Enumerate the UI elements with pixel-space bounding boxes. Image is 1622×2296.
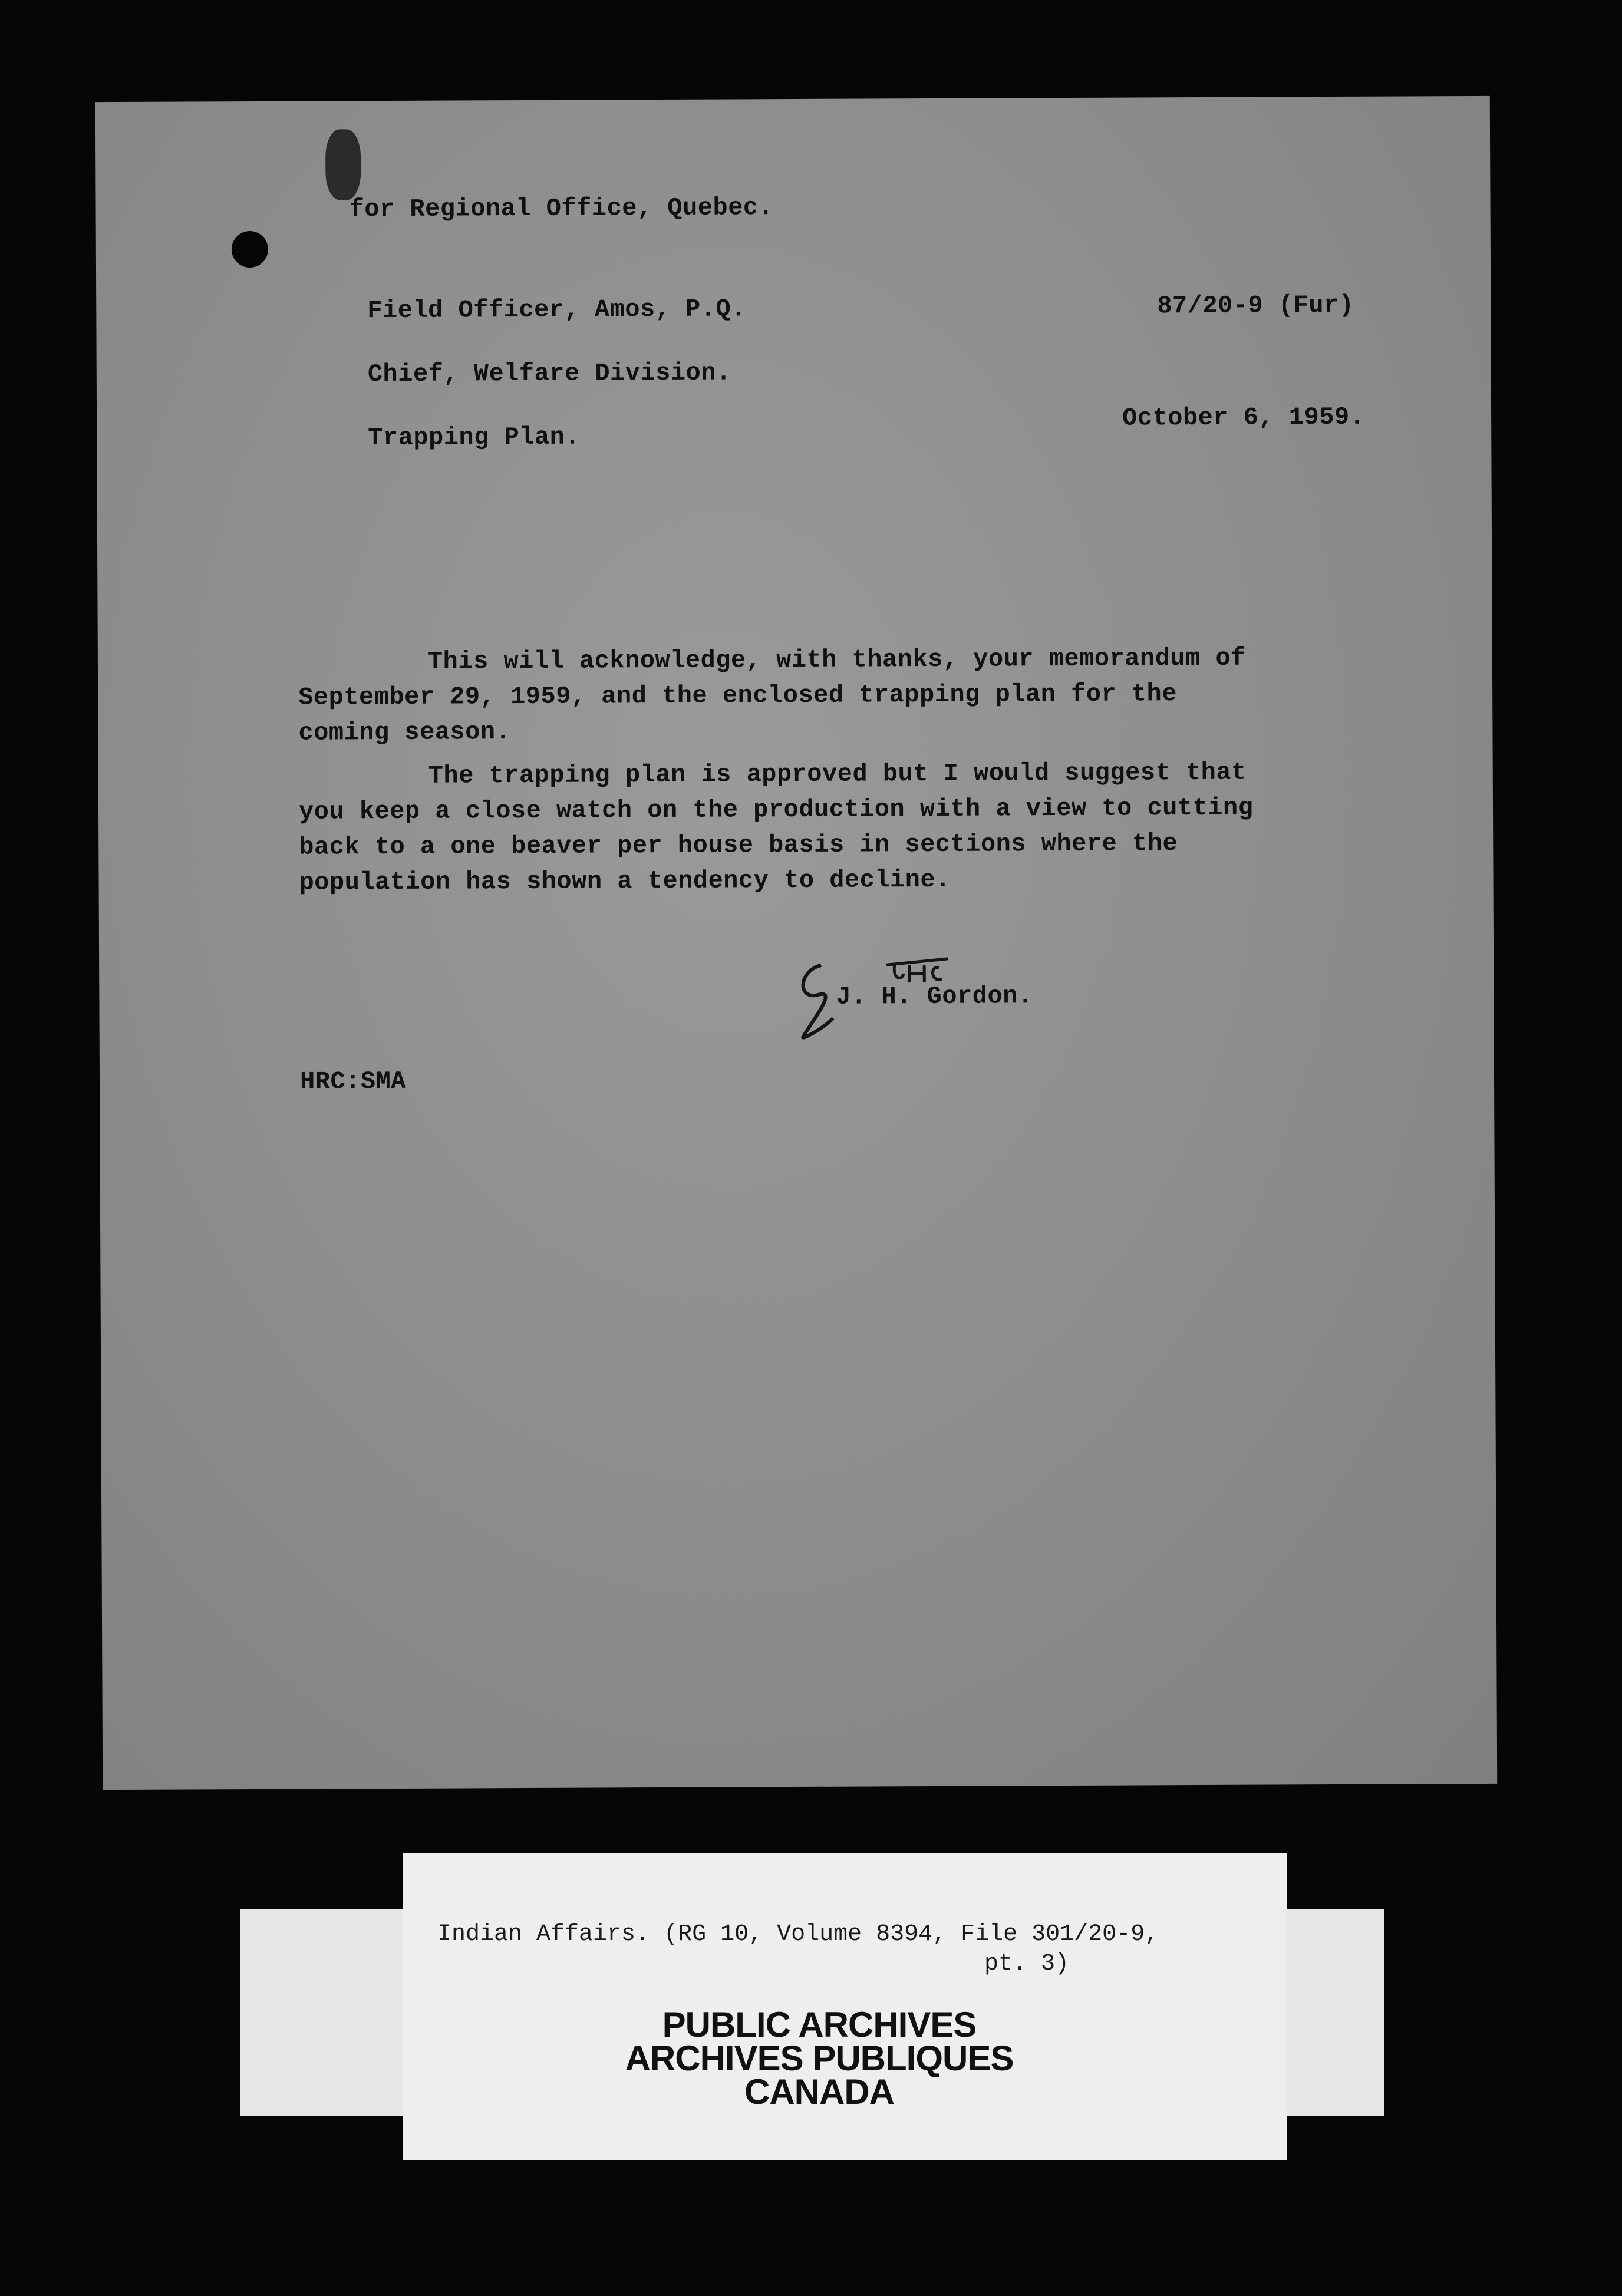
letter-date: October 6, 1959.	[1122, 403, 1365, 433]
sender-line: Chief, Welfare Division.	[367, 358, 731, 389]
archives-stamp-line-1: PUBLIC ARCHIVES	[662, 2005, 977, 2044]
copy-line: for Regional Office, Quebec.	[349, 193, 774, 224]
body-paragraph-1: This will acknowledge, with thanks, your memorandum of September 29, 1959, and the enclosed trapping plan for the coming season.	[298, 644, 1247, 747]
subject-line: Trapping Plan.	[368, 423, 581, 453]
archive-citation-line-1: Indian Affairs. (RG 10, Volume 8394, File 301/20-9,	[437, 1921, 1159, 1948]
body-paragraph-2: The trapping plan is approved but I would suggest that you keep a close watch on the production with a view to cutting back to a one beaver per house basis in sections where the population has shown a tendency to decline.	[298, 758, 1254, 897]
punch-hole	[232, 231, 268, 268]
signature-name: J. H. Gordon.	[836, 982, 1033, 1011]
archives-stamp-line-2: ARCHIVES PUBLIQUES	[625, 2038, 1014, 2078]
archives-stamp-line-3: CANADA	[744, 2072, 894, 2112]
file-number: 87/20-9 (Fur)	[1157, 291, 1354, 321]
letter-page	[95, 96, 1497, 1790]
reference-initials: HRC:SMA	[299, 1067, 407, 1096]
recipient-line: Field Officer, Amos, P.Q.	[367, 295, 747, 325]
ink-smudge	[325, 129, 361, 200]
archive-citation-line-2: pt. 3)	[984, 1951, 1070, 1977]
